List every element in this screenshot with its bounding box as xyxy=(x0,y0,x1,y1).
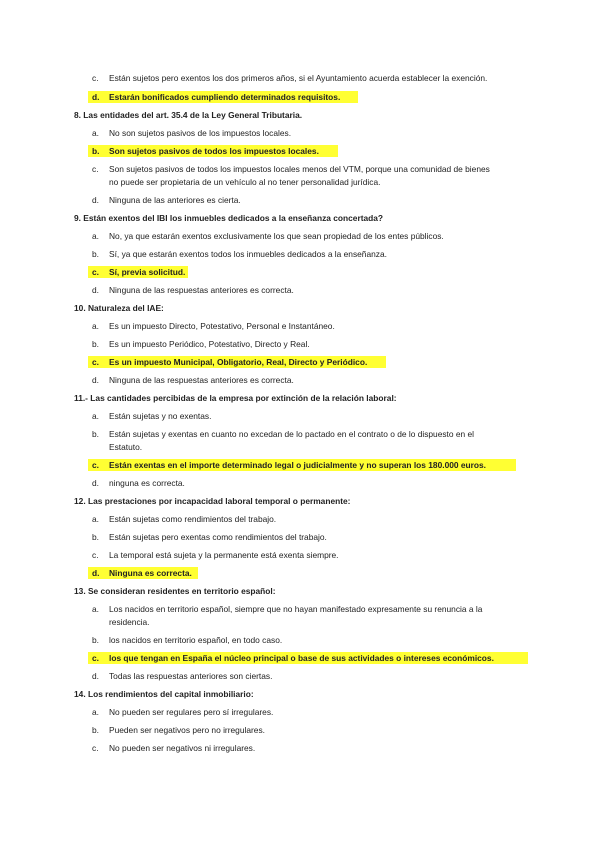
option-text-continuation: no puede ser propietaria de un vehículo al no tener personalidad jurídica. xyxy=(109,177,381,187)
option-marker: b. xyxy=(92,429,99,439)
question-heading: 13. Se consideran residentes en territorio español: xyxy=(74,586,276,596)
option-text: Ninguna de las respuestas anteriores es correcta. xyxy=(109,285,294,295)
option-text: Ninguna de las anteriores es cierta. xyxy=(109,195,241,205)
correct-answer-text: Es un impuesto Municipal, Obligatorio, Real, Directo y Periódico. xyxy=(109,357,368,367)
option-marker: c. xyxy=(92,460,99,470)
correct-answer-text: Están exentas en el importe determinado legal o judicialmente y no superan los 180.000 euros. xyxy=(109,460,487,470)
correct-answer-text: Estarán bonificados cumpliendo determinados requisitos. xyxy=(109,92,341,102)
option-text: Es un impuesto Directo, Potestativo, Personal e Instantáneo. xyxy=(109,321,335,331)
option-text: Los nacidos en territorio español, siempre que no hayan manifestado expresamente su renuncia a la xyxy=(109,604,483,614)
option-marker: a. xyxy=(92,707,99,717)
option-marker: d. xyxy=(92,285,99,295)
option-marker: c. xyxy=(92,267,99,277)
question-heading: 10. Naturaleza del IAE: xyxy=(74,303,164,313)
question-heading: 9. Están exentos del IBI los inmuebles dedicados a la enseñanza concertada? xyxy=(74,213,384,223)
question-heading: 12. Las prestaciones por incapacidad laboral temporal o permanente: xyxy=(74,496,351,506)
option-text: No, ya que estarán exentos exclusivamente los que sean propiedad de los entes públicos. xyxy=(109,231,444,241)
correct-answer-text: Ninguna es correcta. xyxy=(109,568,192,578)
option-marker: c. xyxy=(92,653,99,663)
option-text: Pueden ser negativos pero no irregulares. xyxy=(109,725,265,735)
question-heading: 14. Los rendimientos del capital inmobiliario: xyxy=(74,689,254,699)
option-text: No pueden ser negativos ni irregulares. xyxy=(109,743,256,753)
option-marker: d. xyxy=(92,478,99,488)
option-marker: b. xyxy=(92,146,100,156)
option-marker: b. xyxy=(92,249,99,259)
option-text: los nacidos en territorio español, en todo caso. xyxy=(109,635,283,645)
option-marker: c. xyxy=(92,743,99,753)
option-text: Están sujetas como rendimientos del trabajo. xyxy=(109,514,277,524)
option-marker: d. xyxy=(92,568,100,578)
option-marker: d. xyxy=(92,195,99,205)
option-marker: a. xyxy=(92,231,99,241)
option-text: No son sujetos pasivos de los impuestos locales. xyxy=(109,128,292,138)
option-marker: c. xyxy=(92,73,99,83)
option-marker: d. xyxy=(92,375,99,385)
option-marker: c. xyxy=(92,164,99,174)
option-marker: a. xyxy=(92,321,99,331)
option-marker: d. xyxy=(92,92,100,102)
correct-answer-text: Sí, previa solicitud. xyxy=(109,267,186,277)
option-marker: a. xyxy=(92,128,99,138)
option-marker: b. xyxy=(92,532,99,542)
option-text: Ninguna de las respuestas anteriores es correcta. xyxy=(109,375,294,385)
option-marker: a. xyxy=(92,411,99,421)
option-text: Sí, ya que estarán exentos todos los inmuebles dedicados a la enseñanza. xyxy=(109,249,387,259)
correct-answer-text: los que tengan en España el núcleo principal o base de sus actividades o intereses económicos. xyxy=(109,653,494,663)
correct-answer-text: Son sujetos pasivos de todos los impuestos locales. xyxy=(109,146,319,156)
option-text: La temporal está sujeta y la permanente está exenta siempre. xyxy=(109,550,339,560)
option-text: Todas las respuestas anteriores son ciertas. xyxy=(109,671,273,681)
option-marker: d. xyxy=(92,671,99,681)
option-marker: b. xyxy=(92,339,99,349)
option-marker: c. xyxy=(92,550,99,560)
question-heading: 11.- Las cantidades percibidas de la empresa por extinción de la relación laboral: xyxy=(74,393,397,403)
option-text: Están sujetas y no exentas. xyxy=(109,411,212,421)
option-text: Son sujetos pasivos de todos los impuestos locales menos del VTM, porque una comunidad de bienes xyxy=(109,164,490,174)
option-text-continuation: residencia. xyxy=(109,617,150,627)
option-marker: a. xyxy=(92,514,99,524)
option-text: Están sujetas pero exentas como rendimientos del trabajo. xyxy=(109,532,327,542)
option-text: Están sujetas y exentas en cuanto no excedan de lo pactado en el contrato o de lo dispuesto en el xyxy=(109,429,475,439)
option-text: ninguna es correcta. xyxy=(109,478,185,488)
question-heading: 8. Las entidades del art. 35.4 de la Ley General Tributaria. xyxy=(74,110,303,120)
option-text: Es un impuesto Periódico, Potestativo, Directo y Real. xyxy=(109,339,310,349)
option-marker: c. xyxy=(92,357,99,367)
option-marker: b. xyxy=(92,635,99,645)
option-marker: b. xyxy=(92,725,99,735)
option-text-continuation: Estatuto. xyxy=(109,442,143,452)
option-text: No pueden ser regulares pero sí irregulares. xyxy=(109,707,274,717)
option-text: Están sujetos pero exentos los dos primeros años, si el Ayuntamiento acuerda establecer la exención. xyxy=(109,73,488,83)
option-marker: a. xyxy=(92,604,99,614)
